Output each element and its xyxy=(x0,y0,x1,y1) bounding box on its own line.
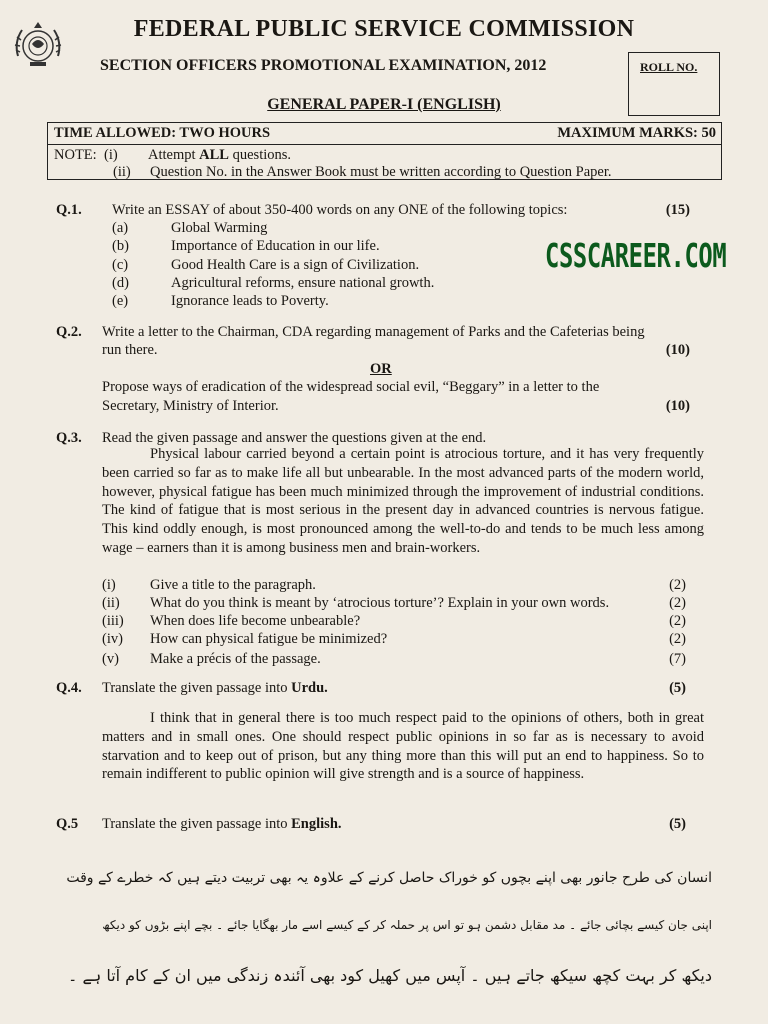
question-text: run there. xyxy=(102,342,158,358)
subquestion-label: (v) xyxy=(102,651,119,667)
question-number: Q.4. xyxy=(56,680,82,696)
option-text: Good Health Care is a sign of Civilization. xyxy=(171,257,420,273)
question-marks: (5) xyxy=(669,816,686,832)
option-label: (e) xyxy=(112,293,129,309)
instructions-divider xyxy=(47,144,722,145)
subquestion-text: Give a title to the paragraph. xyxy=(150,577,316,593)
subquestion-label: (iv) xyxy=(102,631,123,647)
time-allowed: TIME ALLOWED: TWO HOURS xyxy=(54,125,271,141)
question-text: Propose ways of eradication of the widespread social evil, “Beggary” in a letter to the xyxy=(102,379,600,395)
subquestion-text: What do you think is meant by ‘atrocious torture’? Explain in your own words. xyxy=(150,595,610,611)
question-marks: (5) xyxy=(669,680,686,696)
subquestion-label: (iii) xyxy=(102,613,124,629)
subquestion-label: (ii) xyxy=(102,595,120,611)
option-label: (c) xyxy=(112,257,129,273)
question-text: Translate the given passage into English. xyxy=(102,816,342,832)
question-text: Secretary, Ministry of Interior. xyxy=(102,398,279,414)
note-item-number: (ii) xyxy=(113,164,131,180)
note-item-text: Question No. in the Answer Book must be written according to Question Paper. xyxy=(150,164,612,180)
question-number: Q.3. xyxy=(56,430,82,446)
option-label: (d) xyxy=(112,275,129,291)
question-marks: (10) xyxy=(665,342,690,358)
option-text: Ignorance leads to Poverty. xyxy=(171,293,329,309)
urdu-passage-line: انسان کی طرح جانور بھی اپنے بچوں کو خوراک حاصل کرنے کے علاوہ یہ بھی تربیت دیتے ہیں کہ خطرے کے وقت xyxy=(66,870,712,886)
note-label: NOTE: xyxy=(54,147,97,163)
question-number: Q.2. xyxy=(56,324,82,340)
option-text: Agricultural reforms, ensure national growth. xyxy=(171,275,435,291)
note-item-number: (i) xyxy=(104,147,118,163)
option-text: Global Warming xyxy=(171,220,268,236)
question-text: Write an ESSAY of about 350-400 words on any ONE of the following topics: xyxy=(112,202,568,218)
question-marks: (10) xyxy=(665,398,690,414)
roll-number-label: ROLL NO. xyxy=(640,60,698,74)
subquestion-text: Make a précis of the passage. xyxy=(150,651,321,667)
exam-subtitle: SECTION OFFICERS PROMOTIONAL EXAMINATION, 2012 xyxy=(100,57,547,74)
maximum-marks: MAXIMUM MARKS: 50 xyxy=(557,125,716,141)
question-text: Translate the given passage into Urdu. xyxy=(102,680,328,696)
question-number: Q.5 xyxy=(56,816,79,832)
question-number: Q.1. xyxy=(56,202,82,218)
option-text: Importance of Education in our life. xyxy=(171,238,380,254)
subquestion-marks: (2) xyxy=(669,577,686,593)
option-label: (a) xyxy=(112,220,129,236)
subquestion-marks: (2) xyxy=(669,631,686,647)
question-text: Write a letter to the Chairman, CDA regarding management of Parks and the Cafeterias being xyxy=(102,324,645,340)
urdu-passage-line: اپنی جان کیسے بچائی جائے ۔ مد مقابل دشمن ہو تو اس پر حملہ کر کے کیسے اسے مار بھگایا جائے ۔ بچے اپنے بڑوں کو دیکھ xyxy=(102,918,712,932)
subquestion-text: When does life become unbearable? xyxy=(150,613,361,629)
comprehension-passage: Physical labour carried beyond a certain point is atrocious torture, and it has very frequently been carried so far as to make life all but unbearable. In the most advanced parts of the modern world, however, physical fatigue has been much minimized through the improvement of industrial conditions. The kind of fatigue that is most serious in the present day in advanced countries is nervous fatigue. This kind oddly enough, is most pronounced among the well-to-do and tends to be much less among wage – earners than it is among business men and brain-workers. xyxy=(102,446,704,556)
commission-title: FEDERAL PUBLIC SERVICE COMMISSION xyxy=(133,16,635,42)
or-separator: OR xyxy=(370,361,392,377)
subquestion-label: (i) xyxy=(102,577,116,593)
option-label: (b) xyxy=(112,238,129,254)
subquestion-marks: (2) xyxy=(669,613,686,629)
watermark: CSSCAREER.COM xyxy=(545,236,727,275)
subquestion-text: How can physical fatigue be minimized? xyxy=(150,631,388,647)
note-item-text: Attempt ALL questions. xyxy=(148,147,292,163)
question-text: Read the given passage and answer the questions given at the end. xyxy=(102,430,487,446)
paper-title: GENERAL PAPER-I (ENGLISH) xyxy=(267,96,501,113)
urdu-passage-line: دیکھ کر بہت کچھ سیکھ جاتے ہیں ۔ آپس میں کھیل کود بھی آئندہ زندگی میں ان کے کام آتا ہے ۔ xyxy=(68,966,712,985)
subquestion-marks: (2) xyxy=(669,595,686,611)
question-marks: (15) xyxy=(665,202,690,218)
translation-passage: I think that in general there is too much respect paid to the opinions of others, both in great matters and in small ones. One should respect public opinions in so far as is necessary to avoid starvation and to keep out of prison, but any thing more than this will put an end to happiness. So to remain indifferent to public opinion will give strength and is a source of happiness. xyxy=(102,710,704,783)
subquestion-marks: (7) xyxy=(669,651,686,667)
